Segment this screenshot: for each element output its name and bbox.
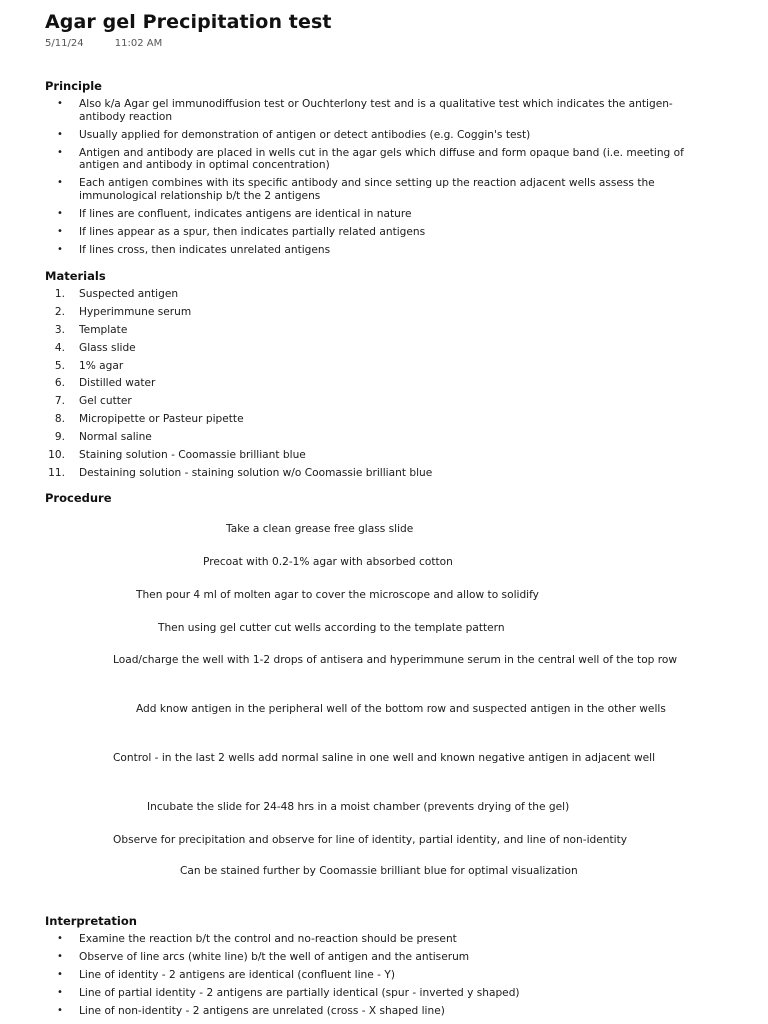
procedure-heading: Procedure	[45, 491, 112, 505]
procedure-step: Then pour 4 ml of molten agar to cover the microscope and allow to solidify	[136, 589, 539, 601]
list-item: • Observe of line arcs (white line) b/t the well of antigen and the antiserum	[57, 951, 470, 963]
note-date: 5/11/24	[45, 38, 84, 49]
bullet-icon: •	[57, 146, 63, 158]
list-item: 7. Gel cutter	[54, 395, 132, 408]
procedure-step: Observe for precipitation and observe for line of identity, partial identity, and line of non-identity	[113, 834, 627, 846]
list-item: 1. Suspected antigen	[54, 288, 179, 300]
list-item: • Line of non-identity - 2 antigens are unrelated (cross - X shaped line)	[57, 1005, 445, 1017]
list-item: • Usually applied for demonstration of antigen or detect antibodies (e.g. Coggin's test)	[57, 128, 531, 141]
list-item: • If lines cross, then indicates unrelated antigens	[57, 243, 331, 256]
list-item: 3. Template	[54, 323, 128, 336]
procedure-step: Control - in the last 2 wells add normal saline in one well and known negative antigen in adjacent well	[113, 752, 656, 764]
list-item: 5. 1% agar	[54, 359, 124, 372]
procedure-step: Take a clean grease free glass slide	[226, 523, 414, 535]
bullet-icon: •	[57, 969, 63, 980]
note-time: 11:02 AM	[114, 38, 163, 49]
interpretation-heading: Interpretation	[45, 914, 137, 928]
bullet-icon: •	[57, 243, 63, 255]
procedure-step: Add know antigen in the peripheral well of the bottom row and suspected antigen in the other wells	[136, 703, 666, 715]
principle-list	[0, 98, 768, 262]
list-item: • Examine the reaction b/t the control and no-reaction should be present	[57, 933, 457, 945]
bullet-icon: •	[57, 933, 63, 944]
procedure-step: Precoat with 0.2-1% agar with absorbed cotton	[203, 556, 453, 568]
list-item: 10. Staining solution - Coomassie brilliant blue	[48, 449, 306, 462]
list-item: • If lines are confluent, indicates antigens are identical in nature	[57, 207, 412, 220]
list-item: • Also k/a Agar gel immunodiffusion test or Ouchterlony test and is a qualitative test which indicates the antigen-antibody reaction	[57, 98, 673, 123]
list-item: 6. Distilled water	[54, 377, 156, 390]
procedure-step: Can be stained further by Coomassie brilliant blue for optimal visualization	[180, 865, 578, 877]
list-item: 4. Glass slide	[54, 341, 136, 354]
list-item: • Line of partial identity - 2 antigens are partially identical (spur - inverted y shaped)	[57, 987, 520, 999]
list-item: 9. Normal saline	[54, 431, 152, 444]
principle-heading: Principle	[45, 79, 102, 93]
list-item: • Line of identity - 2 antigens are identical (confluent line - Y)	[57, 969, 395, 981]
bullet-icon: •	[57, 225, 63, 237]
bullet-icon: •	[57, 207, 63, 219]
procedure-step: Then using gel cutter cut wells according to the template pattern	[158, 622, 505, 634]
bullet-icon: •	[57, 1005, 63, 1016]
list-item: • Antigen and antibody are placed in wells cut in the agar gels which diffuse and form opaque band (i.e. meeting of antigen and antibody in optimal concentration)	[57, 146, 684, 171]
note-timestamp	[45, 38, 162, 49]
procedure-step: Load/charge the well with 1-2 drops of antisera and hyperimmune serum in the central well of the top row	[113, 654, 678, 666]
bullet-icon: •	[57, 98, 63, 109]
page-title: Agar gel Precipitation test	[45, 11, 332, 33]
interpretation-list	[0, 933, 768, 1023]
materials-list	[0, 288, 768, 485]
materials-heading: Materials	[45, 269, 106, 283]
bullet-icon: •	[57, 951, 63, 962]
procedure-step: Incubate the slide for 24-48 hrs in a moist chamber (prevents drying of the gel)	[147, 801, 570, 813]
list-item: 2. Hyperimmune serum	[54, 305, 192, 318]
list-item: 8. Micropipette or Pasteur pipette	[54, 413, 244, 426]
bullet-icon: •	[57, 128, 63, 140]
list-item: 11. Destaining solution - staining solution w/o Coomassie brilliant blue	[48, 466, 433, 479]
list-item: • Each antigen combines with its specific antibody and since setting up the reaction adjacent wells assess the immunological relationship b/t the 2 antigens	[57, 177, 655, 202]
bullet-icon: •	[57, 987, 63, 998]
list-item: • If lines appear as a spur, then indicates partially related antigens	[57, 225, 426, 238]
bullet-icon: •	[57, 177, 63, 188]
